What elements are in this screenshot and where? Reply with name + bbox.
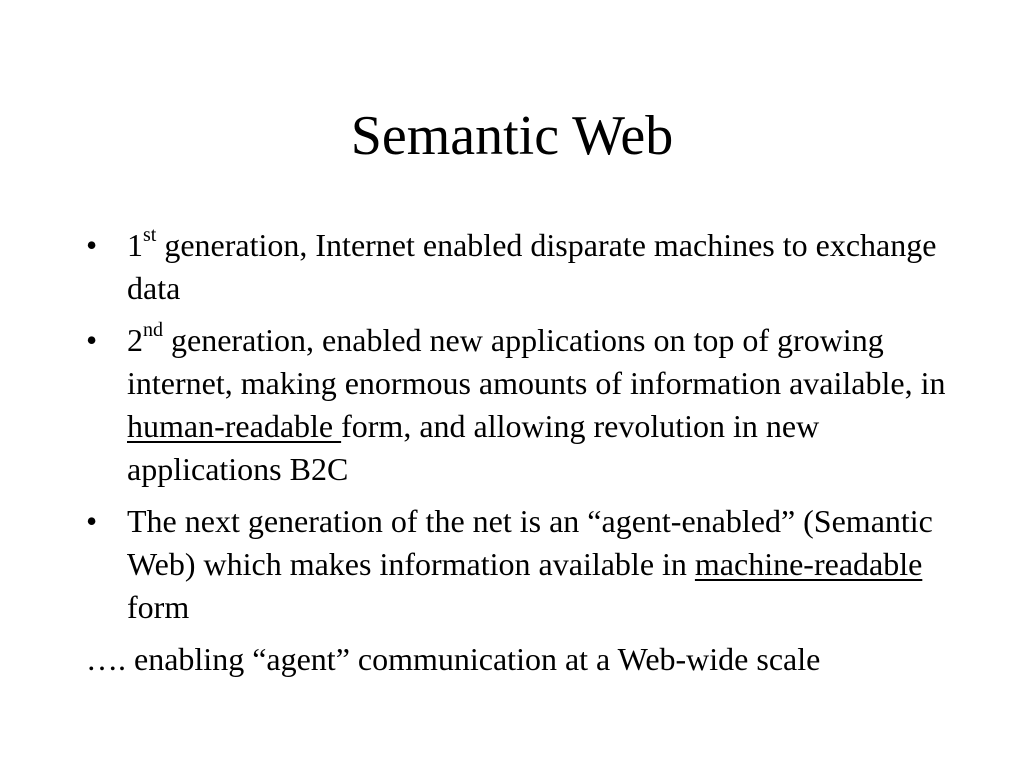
bullet-list [86, 224, 956, 681]
generation-number: 2 [127, 322, 143, 358]
bullet-item-first-generation [86, 224, 956, 310]
bullet-item-next-generation [86, 500, 956, 629]
bullet-text-continued: form [127, 589, 190, 625]
generation-number: 1 [127, 227, 143, 263]
bullet-point-icon: • [86, 322, 98, 358]
slide-title: Semantic Web [350, 105, 674, 167]
closing-paragraph: …. enabling “agent” communication at a Web-wide scale [86, 641, 821, 677]
bullet-item-second-generation [86, 319, 956, 491]
underlined-term-machine-readable: machine-readable [694, 546, 923, 582]
bullet-point-icon: • [86, 227, 98, 263]
bullet-point-icon: • [86, 503, 98, 539]
bullet-text: The next generation of the net is an “agent-enabled” (Semantic Web) which makes information available in [127, 503, 933, 582]
ordinal-suffix: nd [143, 319, 163, 342]
bullet-text-continued: form, and allowing revolution in new applications B2C [127, 408, 820, 487]
ordinal-suffix: st [143, 224, 157, 247]
bullet-text: generation, Internet enabled disparate machines to exchange data [127, 227, 937, 306]
underlined-term-human-readable: human-readable [127, 408, 342, 444]
bullet-text: generation, enabled new applications on top of growing internet, making enormous amounts of information available, in [127, 322, 946, 401]
